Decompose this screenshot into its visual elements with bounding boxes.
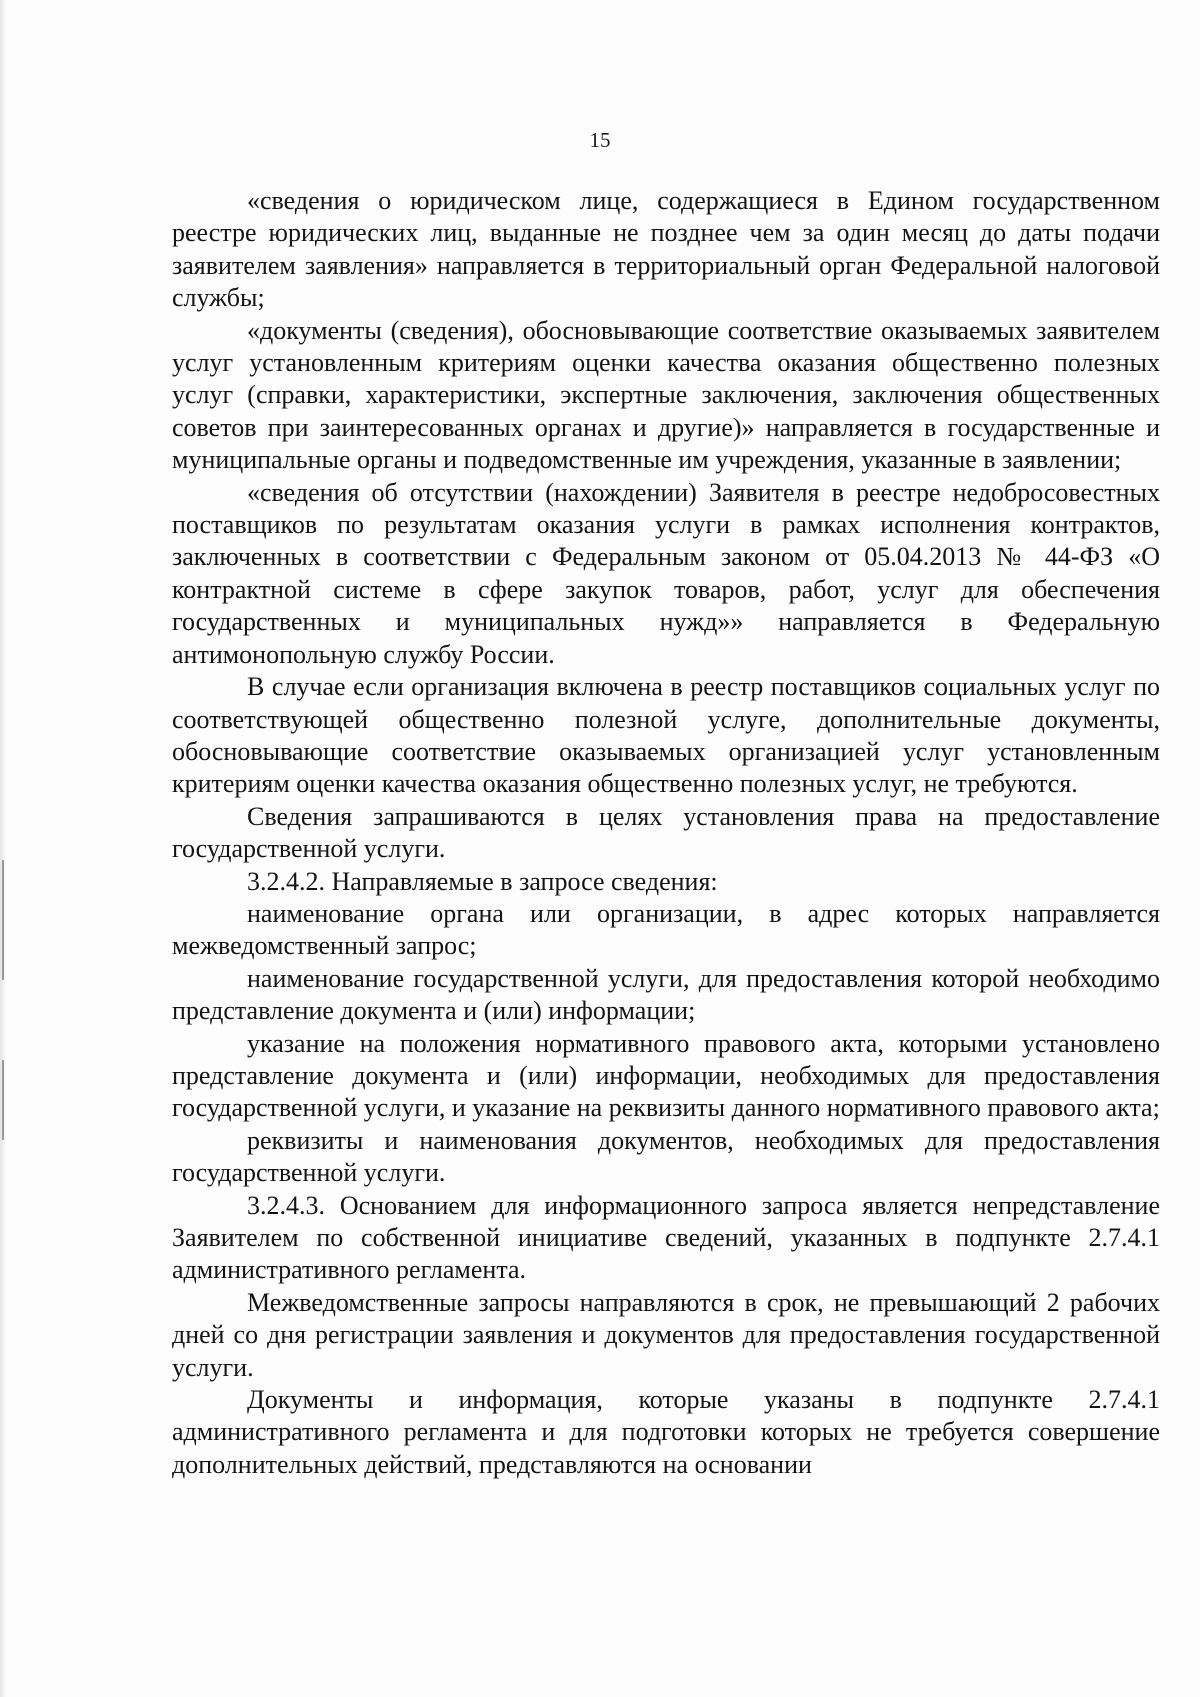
scan-edge-shadow [0, 0, 6, 1697]
scan-mark [2, 860, 4, 980]
paragraph: Документы и информация, которые указаны в подпункте 2.7.4.1 административного регламента и для подготовки которых не требуется совершение дополнительных действий, представляются на основании [172, 1385, 1160, 1479]
document-body [172, 185, 1160, 1481]
paragraph: Межведомственные запросы направляются в срок, не превышающий 2 рабочих дней со дня регистрации заявления и документов для предоставления государственной услуги. [172, 1287, 1160, 1382]
paragraph: указание на положения нормативного правового акта, которыми установлено представление документа и (или) информации, необходимых для предоставления государственной услуги, и указание на реквизиты данного нормативного правового акта; [172, 1028, 1160, 1123]
page-number: 15 [589, 128, 611, 152]
paragraph: 3.2.4.2. Направляемые в запросе сведения: [247, 866, 718, 896]
scan-mark [2, 1060, 4, 1140]
paragraph: наименование органа или организации, в адрес которых направляется межведомственный запрос; [172, 898, 1160, 961]
paragraph: 3.2.4.3. Основанием для информационного запроса является непредставление Заявителем по собственной инициативе сведений, указанных в подпункте 2.7.4.1 административного регламента. [172, 1190, 1160, 1285]
paragraph: реквизиты и наименования документов, необходимых для предоставления государственной услуги. [172, 1125, 1160, 1188]
paragraph: «сведения об отсутствии (нахождении) Заявителя в реестре недобросовестных поставщиков по результатам оказания услуги в рамках исполнения контрактов, заключенных в соответствии с Федеральным законом от 05.04.2013 № 44-ФЗ «О контрактной системе в сфере закупок товаров, работ, услуг для обеспечения государственных и муниципальных нужд»» направляется в Федеральную антимонопольную службу России. [172, 477, 1160, 669]
paragraph: В случае если организация включена в реестр поставщиков социальных услуг по соответствующей общественно полезной услуге, дополнительные документы, обосновывающие соответствие оказываемых организацией услуг установленным критериям оценки качества оказания общественно полезных услуг, не требуются. [172, 672, 1160, 799]
paragraph: «сведения о юридическом лице, содержащиеся в Едином государственном реестре юридических лиц, выданные не позднее чем за один месяц до даты подачи заявителем заявления» направляется в территориальный орган Федеральной налоговой службы; [172, 186, 1160, 313]
paragraph: наименование государственной услуги, для предоставления которой необходимо представление документа и (или) информации; [172, 963, 1160, 1026]
paragraph: Сведения запрашиваются в целях установления права на предоставление государственной услуги. [172, 801, 1160, 864]
paragraph: «документы (сведения), обосновывающие соответствие оказываемых заявителем услуг установленным критериям оценки качества оказания общественно полезных услуг (справки, характеристики, экспертные заключения, заключения общественных советов при заинтересованных органах и другие)» направляется в государственные и муниципальные органы и подведомственные им учреждения, указанные в заявлении; [172, 315, 1160, 475]
